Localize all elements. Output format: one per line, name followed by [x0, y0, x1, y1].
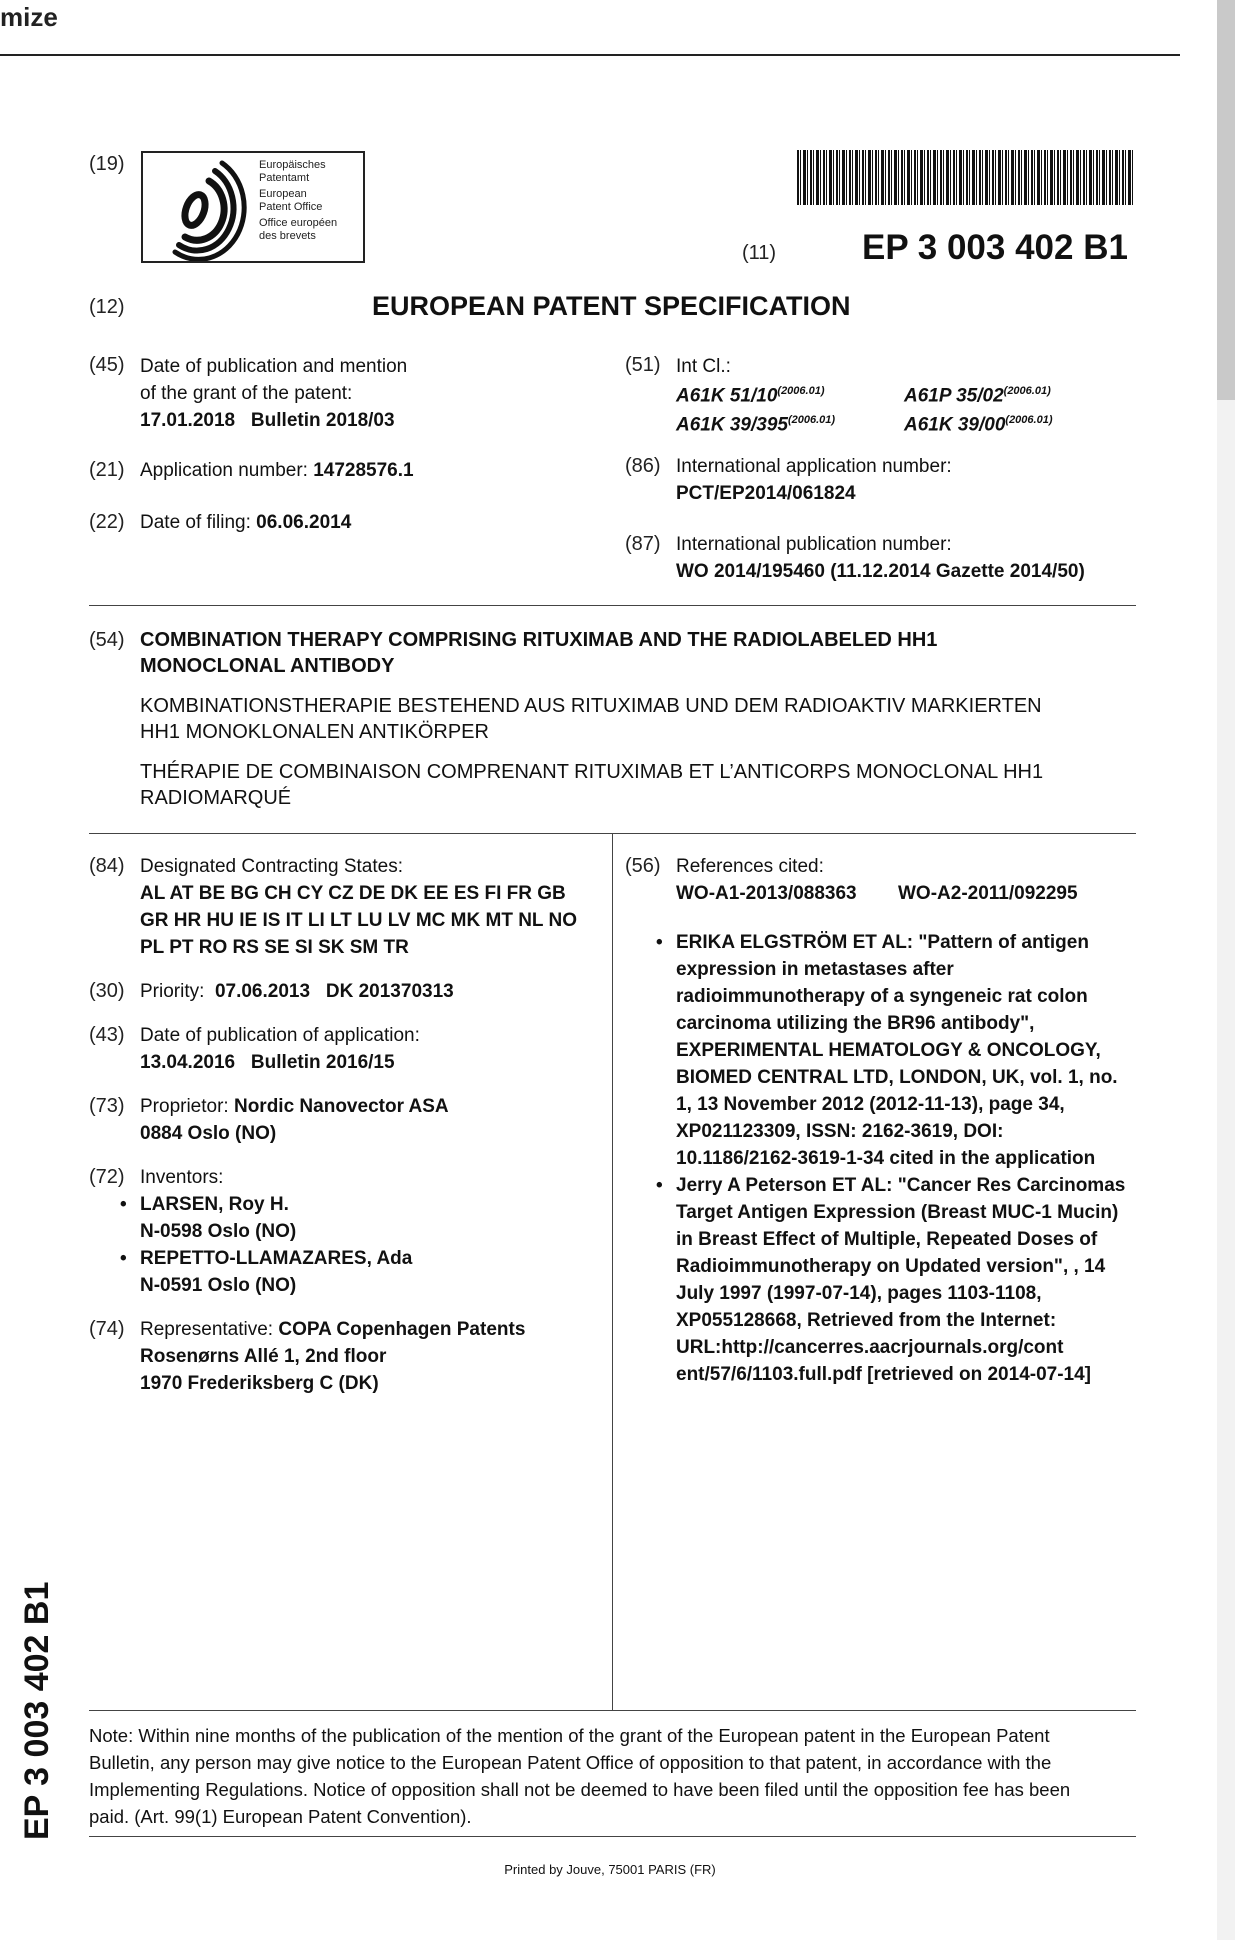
- patent-number: EP 3 003 402 B1: [862, 228, 1128, 267]
- epo-logo-text: Europäisches Patentamt European Patent Office Office européen des brevets: [259, 159, 338, 242]
- inid-51: (51): [625, 354, 661, 376]
- invention-title: [140, 627, 1043, 811]
- list-item: • Jerry A Peterson ET AL: "Cancer Res Carcinomas Target Antigen Expression (Breast MUC-1 Mucin) in Breast Effect of Multiple, Repeated Doses of Radioimmunotherapy on Updated version", , 14 July 1997 (1997-07-14), pages 1103-1108, XP055128668, Retrieved from the Internet: URL:http://cancerres.aacrjournals.org/cont ent/57/6/1103.full.pdf [retrieved on 2014-07-14]: [656, 1172, 1145, 1388]
- barcode: [797, 150, 1135, 205]
- inid-11: (11): [742, 242, 777, 264]
- column-divider: [612, 833, 613, 1710]
- divider: [89, 1710, 1136, 1711]
- proprietor: (73) Proprietor: Nordic Nanovector ASA 0884 Oslo (NO): [89, 1095, 449, 1144]
- divider: [89, 1836, 1136, 1837]
- document-title: EUROPEAN PATENT SPECIFICATION: [372, 291, 851, 321]
- filing-date: Date of filing: 06.06.2014: [140, 512, 352, 533]
- priority: (30) Priority: 07.06.2013 DK 201370313: [89, 980, 454, 1002]
- side-patent-number: EP 3 003 402 B1: [18, 1581, 56, 1840]
- list-item: • LARSEN, Roy H. N-0598 Oslo (NO): [120, 1191, 599, 1245]
- references-cited: (56) References cited: WO-A1-2013/088363 WO-A2-2011/092295 • ERIKA ELGSTRÖM ET AL: "Pattern of antigen expression in metastases after radioimmunotherapy of a syngeneic rat colon carcinoma utilizing the BR96 antibody", EXPERIMENTAL HEMATOLOGY & ONCOLOGY, BIOMED CENTRAL LTD, LONDON, UK, vol. 1, no. 1, 13 November 2012 (2012-11-13), page 34, XP021123309, ISSN: 2162-3619, DOI: 10.1186/2162-3619-1-34 cited in the application • Jerry A Peterson ET AL: "Cancer Res Carcinomas Target Antigen Expression (Breast MUC-1 Mucin) in Breast Effect of Multiple, Repeated Doses of Radioimmunotherapy on Updated version", , 14 July 1997 (1997-07-14), pages 1103-1108, XP055128668, Retrieved from the Internet: URL:http://cancerres.aacrjournals.org/cont ent/57/6/1103.full.pdf [retrieved on 2014-07-14]: [625, 853, 1145, 1388]
- int-cl-label: Int Cl.:: [676, 356, 731, 377]
- intl-application: International application number: PCT/EP2014/061824: [676, 456, 952, 504]
- left-column: [89, 853, 599, 1397]
- printer-footer: Printed by Jouve, 75001 PARIS (FR): [504, 1862, 716, 1877]
- inid-22: (22): [89, 511, 125, 533]
- designated-states: (84) Designated Contracting States: AL AT BE BG CH CY CZ DE DK EE ES FI FR GB GR HR HU IE IS IT LI LT LU LV MC MK MT NL NO PL PT RO RS SE SI SK SM TR: [89, 855, 577, 958]
- representative: (74) Representative: COPA Copenhagen Patents Rosenørns Allé 1, 2nd floor 1970 Frederiksberg C (DK): [89, 1318, 526, 1394]
- list-item: • REPETTO-LLAMAZARES, Ada N-0591 Oslo (NO): [120, 1245, 599, 1299]
- epo-logo-icon: [145, 153, 255, 261]
- inid-45: (45): [89, 354, 125, 376]
- app-title: mize: [0, 2, 58, 32]
- inid-87: (87): [625, 533, 661, 555]
- inid-54: (54): [89, 629, 125, 651]
- app-header: [0, 0, 1180, 56]
- intl-publication: International publication number: WO 2014/195460 (11.12.2014 Gazette 2014/50): [676, 534, 1085, 582]
- inid-86: (86): [625, 455, 661, 477]
- title-en: COMBINATION THERAPY COMPRISING RITUXIMAB AND THE RADIOLABELED HH1 MONOCLONAL ANTIBODY: [140, 629, 938, 677]
- inventors: (72) Inventors: • LARSEN, Roy H. N-0598 Oslo (NO) • REPETTO-LLAMAZARES, Ada N-0591 Oslo (NO): [89, 1164, 599, 1299]
- scrollbar-thumb[interactable]: [1217, 0, 1235, 400]
- application-number: Application number: 14728576.1: [140, 460, 414, 481]
- opposition-note: Note: Within nine months of the publication of the mention of the grant of the European patent in the European Patent Bulletin, any person may give notice to the European Patent Office of opposition to that patent, in accordance with the Implementing Regulations. Notice of opposition shall not be deemed to have been filed until the opposition fee has been paid. (Art. 99(1) European Patent Convention).: [89, 1725, 1071, 1827]
- int-cl-list: A61K $51/10^{(2006.01)}$ A61P $35/02^{(2006.01)}$ A61K $39/395^{(2006.01)}$ A61K $39/00^{(2006.01)}$: [676, 385, 1053, 436]
- title-fr: THÉRAPIE DE COMBINAISON COMPRENANT RITUXIMAB ET L’ANTICORPS MONOCLONAL HH1 RADIOMARQUÉ: [140, 761, 1044, 809]
- title-de: KOMBINATIONSTHERAPIE BESTEHEND AUS RITUXIMAB UND DEM RADIOAKTIV MARKIERTEN HH1 MONOKLONALEN ANTIKÖRPER: [140, 695, 1042, 743]
- divider: [89, 605, 1136, 606]
- inid-12: (12): [89, 296, 125, 318]
- inid-19: (19): [89, 153, 125, 175]
- epo-logo: [141, 151, 365, 263]
- application-publication: (43) Date of publication of application: 13.04.2016 Bulletin 2016/15: [89, 1024, 420, 1073]
- inid-21: (21): [89, 459, 125, 481]
- scrollbar-track[interactable]: [1217, 0, 1235, 1940]
- grant-date-block: Date of publication and mention of the grant of the patent: 17.01.2018 Bulletin 2018/03: [140, 356, 408, 431]
- list-item: • ERIKA ELGSTRÖM ET AL: "Pattern of antigen expression in metastases after radioimmunotherapy of a syngeneic rat colon carcinoma utilizing the BR96 antibody", EXPERIMENTAL HEMATOLOGY & ONCOLOGY, BIOMED CENTRAL LTD, LONDON, UK, vol. 1, no. 1, 13 November 2012 (2012-11-13), page 34, XP021123309, ISSN: 2162-3619, DOI: 10.1186/2162-3619-1-34 cited in the application: [656, 929, 1145, 1172]
